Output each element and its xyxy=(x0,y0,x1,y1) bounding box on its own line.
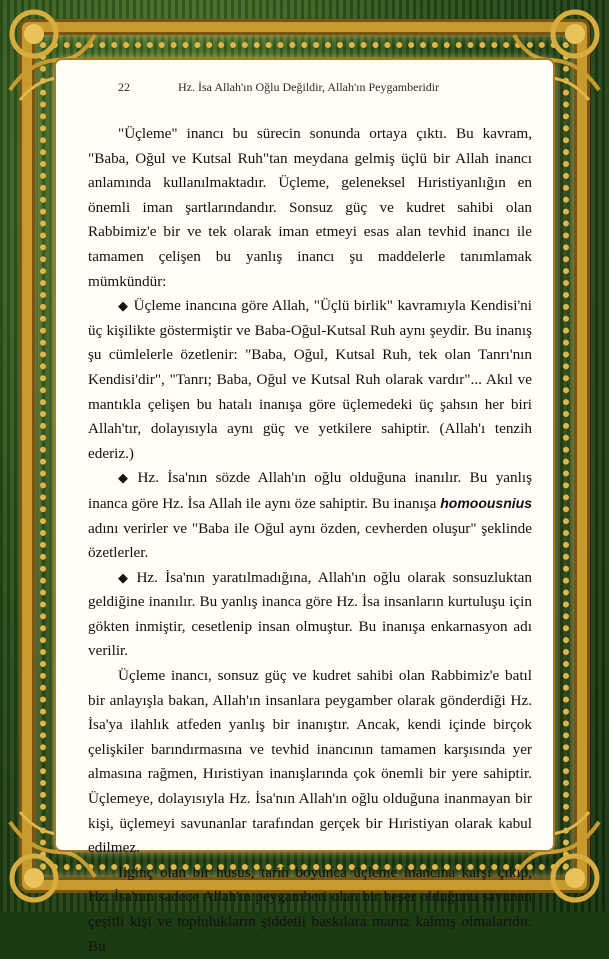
diamond-bullet-icon: ◆ xyxy=(118,298,129,314)
paragraph: "Üçleme" inancı bu sürecin sonunda ortaya çıktı. Bu kavram, "Baba, Oğul ve Kutsal Ruh"tan meydana gelmiş üçlü bir Allah inancı anlamında kullanılmaktadır. Üçleme, geleneksel Hıristiyanlığın en önemli iman şartlarındandır. Sonsuz güç ve kudret sahibi olan Rabbimiz'e bir ve tek olarak iman etmeyi esas alan tevhid inancı ile tamamen çelişen bu yanlış inancı şu maddelerle tanımlamak mümkündür: xyxy=(88,125,532,290)
page-body xyxy=(88,122,532,959)
bullet-text: Hz. İsa'nın sözde Allah'ın oğlu olduğuna inanılır. Bu yanlış inanca göre Hz. İsa Allah ile aynı öze sahiptir. Bu inanışa xyxy=(88,469,532,512)
term-homoousnius: homoousnius xyxy=(440,494,532,511)
bullet-item xyxy=(88,294,532,466)
bullet-text: Üçleme inancına göre Allah, "Üçlü birlik" kavramıyla Kendisi'ni üç kişilikte göstermiştir ve Baba-Oğul-Kutsal Ruh aynı şeydir. Bu inanış şu cümlelerle özetlenir: "Baba, Oğul, Kutsal Ruh, tek olan Tanrı'nın Kendisi'dir", "Tanrı; Baba, Oğul ve Kutsal Ruh olarak vardır"... Akıl ve mantıkla çelişen bu hatalı inanışa göre üçlemedeki üç şahsın her biri Allah'tır, dolayısıyla aynı güç ve yetkilere sahiptir. (Allah'ı tenzih ederiz.) xyxy=(88,297,532,462)
paragraph: İlginç olan bir husus, tarih boyunca üçleme inancına karşı çıkıp, Hz. İsa'nın sadece Allah'ın peygamberi olan bir beşer olduğunu savunan çeşitli kişi ve toplulukların şiddetli baskılara maruz kalmış olmalarıdır. Bu xyxy=(88,863,532,955)
bullet-item xyxy=(88,566,532,664)
page-header xyxy=(118,80,538,100)
running-title: Hz. İsa Allah'ın Oğlu Değildir, Allah'ın Peygamberidir xyxy=(178,80,440,94)
paragraph: Üçleme inancı, sonsuz güç ve kudret sahibi olan Rabbimiz'e batıl bir anlayışla bakan, Allah'ın insanlara peygamber olarak gönderdiği Hz. İsa'ya ilahlık atfeden yanlış bir inanıştır. Ancak, kendi içinde birçok çelişkiler barındırmasına ve tevhid inancının tamamen karşısında yer almasına rağmen, Hıristiyan inanışlarında çok önemli bir yere sahiptir. Üçlemeye, dolayısıyla Hz. İsa'nın Allah'ın oğlu olduğuna inanmayan bir kişi, üçlemeyi savunanlar tarafından gerçek bir Hıristiyan olarak kabul edilmez. xyxy=(88,667,532,857)
bullet-text: Hz. İsa'nın yaratılmadığına, Allah'ın oğlu olarak sonsuzluktan geldiğine inanılır. Bu yanlış inanca göre Hz. İsa insanların kurtuluşu için gökten inmiştir, cesetlenip insan olmuştur. Bu inanışa enkarnasyon adı verilir. xyxy=(88,568,532,660)
bullet-text: adını verirler ve "Baba ile Oğul aynı özden, cevherden oluşur" şeklinde özetlerler. xyxy=(88,519,532,562)
diamond-bullet-icon: ◆ xyxy=(118,470,133,486)
page-number: 22 xyxy=(118,80,130,94)
diamond-bullet-icon: ◆ xyxy=(118,569,132,585)
bullet-item xyxy=(88,466,532,565)
book-page xyxy=(56,60,553,955)
